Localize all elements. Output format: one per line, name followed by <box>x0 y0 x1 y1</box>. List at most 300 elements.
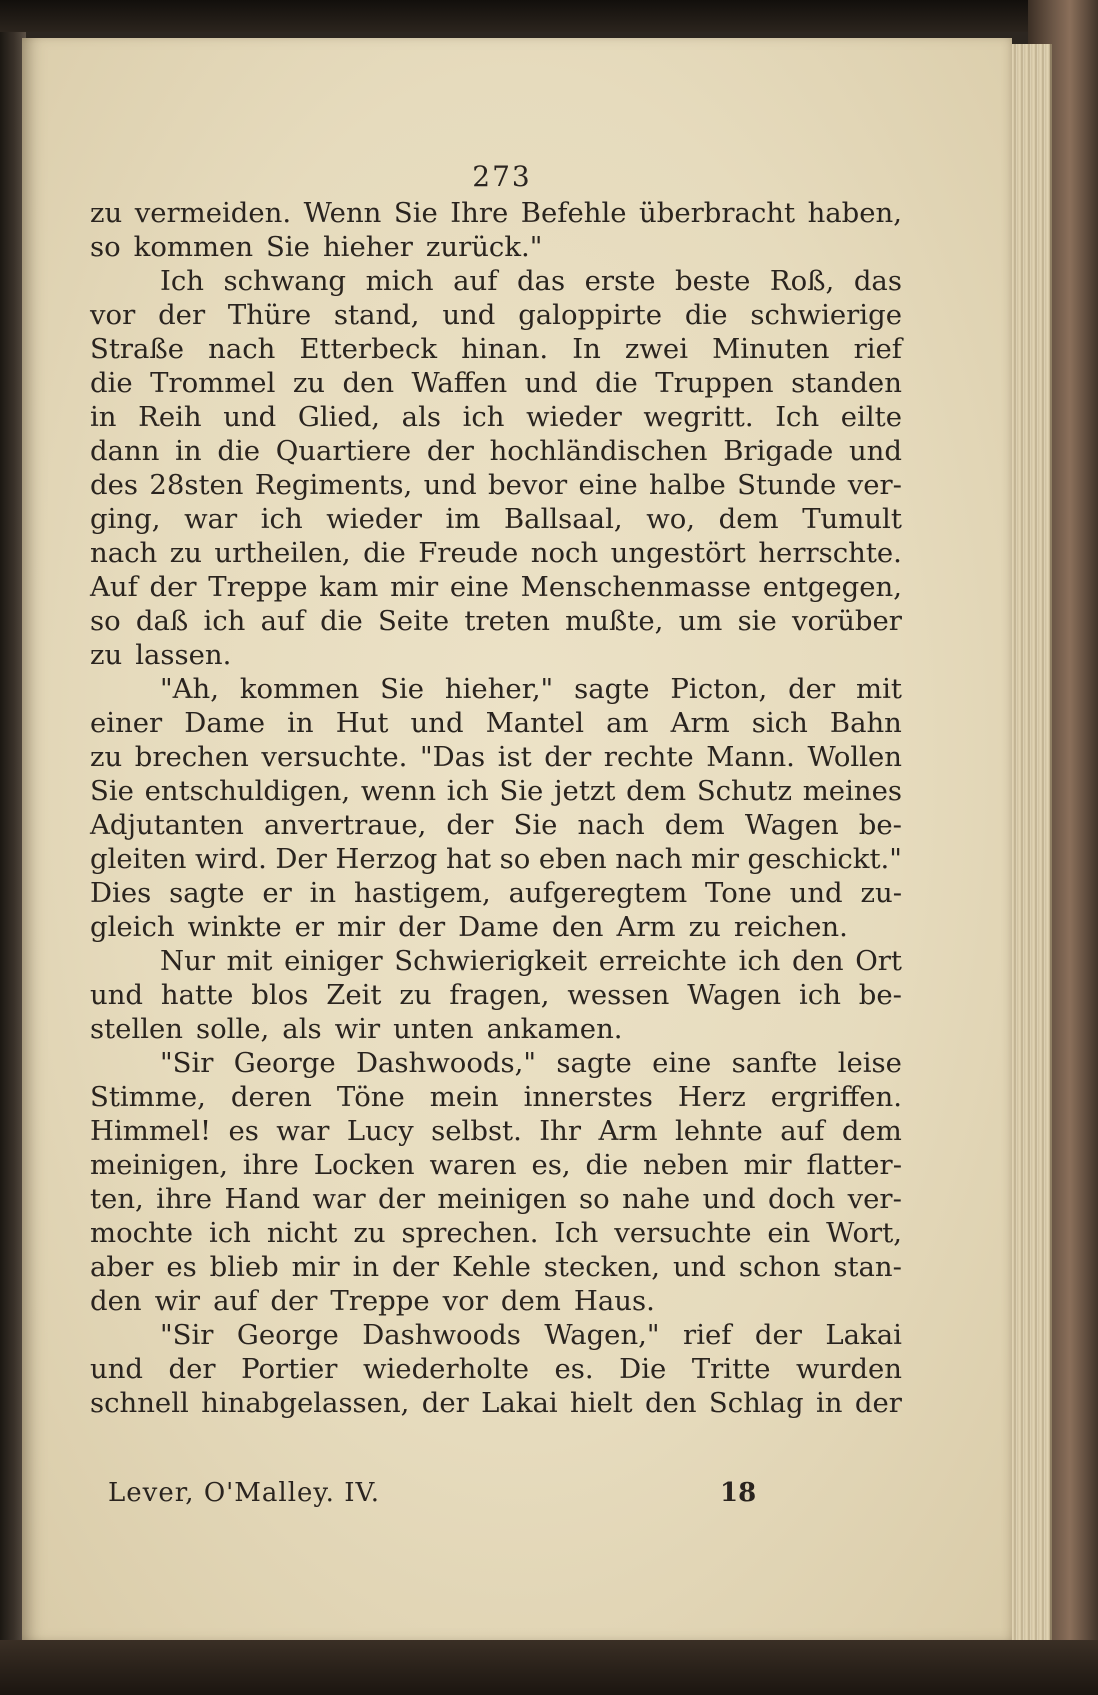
text-word: wir <box>154 1285 201 1317</box>
text-word: meinigen, <box>90 1149 228 1181</box>
text-line <box>90 468 902 502</box>
text-word: vor <box>442 1285 488 1317</box>
footer-sheet-number: 18 <box>720 1478 757 1508</box>
text-word: urtheilen, <box>214 537 351 569</box>
text-word: Truppen <box>655 367 774 399</box>
text-word: sich <box>751 707 808 739</box>
text-word: es <box>166 1251 197 1283</box>
text-word: Schwierigkeit <box>394 945 588 977</box>
text-word: Freude <box>418 537 519 569</box>
text-word: Dame <box>458 911 539 943</box>
text-word: wir <box>334 1013 381 1045</box>
text-word: geschickt." <box>747 843 902 875</box>
text-word: und <box>672 1251 726 1283</box>
text-word: lehnte <box>674 1115 763 1147</box>
text-word: eine <box>449 571 509 603</box>
text-word: dem <box>718 503 779 535</box>
text-word: das <box>853 265 902 297</box>
text-word: Wagen," <box>544 1319 660 1351</box>
text-line <box>90 1114 902 1148</box>
text-word: rief <box>853 333 902 365</box>
text-word: jetzt <box>554 775 616 807</box>
text-word: vermeiden. <box>134 197 292 229</box>
text-word: zu <box>169 537 202 569</box>
text-word: erreichte <box>598 945 727 977</box>
text-word: schwierige <box>750 299 902 331</box>
text-line <box>90 332 902 366</box>
text-word: deren <box>230 1081 312 1113</box>
text-word: er <box>262 877 292 909</box>
text-word: sprechen. <box>401 1217 539 1249</box>
text-word: bevor <box>488 469 568 501</box>
text-word: kam <box>319 571 379 603</box>
text-word: so <box>90 231 121 263</box>
text-word: und <box>423 469 477 501</box>
text-word: Der <box>275 843 327 875</box>
text-word: fragen, <box>449 979 550 1011</box>
text-line <box>90 570 902 604</box>
text-word: dem <box>626 775 687 807</box>
text-line <box>90 1046 902 1080</box>
text-word: Wagen <box>687 979 782 1011</box>
text-word: des <box>90 469 138 501</box>
text-word: Hut <box>335 707 389 739</box>
text-word: nahe <box>622 1183 691 1215</box>
text-word: Minuten <box>712 333 830 365</box>
text-word: Schlag <box>708 1387 804 1419</box>
text-word: versuchte. <box>261 741 408 773</box>
text-word: Herzog <box>335 843 438 875</box>
text-word: aufgeregtem <box>508 877 688 909</box>
text-word: dem <box>841 1115 902 1147</box>
text-line <box>90 536 902 570</box>
text-word: doch <box>767 1183 836 1215</box>
text-line <box>90 1080 902 1114</box>
text-line <box>90 706 902 740</box>
text-word: die <box>217 435 261 467</box>
text-line <box>90 1182 902 1216</box>
text-word: mir <box>390 571 439 603</box>
text-word: auf <box>260 605 305 637</box>
text-word: hieher," <box>444 673 554 705</box>
text-word: wieder <box>526 401 622 433</box>
text-word: stellen <box>90 1013 184 1045</box>
text-word: Herz <box>677 1081 746 1113</box>
text-word: blos <box>251 979 309 1011</box>
text-word: ich <box>208 1217 251 1249</box>
text-word: im <box>445 503 481 535</box>
text-word: zu- <box>860 877 902 909</box>
text-word: meines <box>802 775 902 807</box>
text-word: die <box>363 537 406 569</box>
text-word: überbracht <box>639 197 796 229</box>
text-word: einiger <box>284 945 383 977</box>
text-word: die <box>320 605 363 637</box>
text-word: der <box>168 1353 216 1385</box>
text-word: ein <box>767 1217 811 1249</box>
text-word: und <box>410 707 464 739</box>
text-word: Mann. <box>706 741 795 773</box>
text-word: der <box>426 435 474 467</box>
text-word: in <box>287 707 314 739</box>
text-word: leise <box>837 1047 902 1079</box>
text-word: daß <box>135 605 189 637</box>
text-word: Ich <box>160 265 204 297</box>
text-word: schon <box>738 1251 821 1283</box>
text-word: war <box>184 503 238 535</box>
text-word: zu <box>90 197 123 229</box>
text-line <box>90 264 902 298</box>
text-word: der <box>788 673 836 705</box>
text-word: der <box>854 1387 902 1419</box>
text-word: wiederholte <box>362 1353 529 1385</box>
text-word: stecken, <box>543 1251 661 1283</box>
text-line <box>90 604 902 638</box>
text-word: be- <box>858 809 902 841</box>
page-number: 273 <box>472 160 532 193</box>
text-word: Tumult <box>802 503 902 535</box>
text-word: Wollen <box>807 741 902 773</box>
text-word: in <box>352 1251 380 1283</box>
text-word: Stunde <box>737 469 837 501</box>
text-word: mir <box>291 1251 340 1283</box>
text-word: der <box>544 741 592 773</box>
text-word: Ich <box>554 1217 599 1249</box>
text-word: ich <box>260 503 303 535</box>
text-word: eine <box>578 469 638 501</box>
text-word: zu <box>90 741 123 773</box>
text-word: Dashwoods," <box>355 1047 537 1079</box>
text-word: in <box>90 401 117 433</box>
text-word: das <box>516 265 566 297</box>
text-word: Etterbeck <box>299 333 438 365</box>
text-word: Nur <box>160 945 215 977</box>
text-word: Ballsaal, <box>503 503 623 535</box>
text-word: den <box>551 911 604 943</box>
text-word: Lucy <box>346 1115 414 1147</box>
text-word: Wort, <box>826 1217 902 1249</box>
text-word: der <box>158 299 206 331</box>
text-word: sanfte <box>731 1047 818 1079</box>
text-word: Tritte <box>691 1353 771 1385</box>
text-word: Adjutanten <box>90 809 244 841</box>
text-word: gleiten <box>90 843 187 875</box>
text-word: ist <box>497 741 532 773</box>
text-word: und <box>90 979 144 1011</box>
text-word: nicht <box>266 1217 338 1249</box>
text-line <box>90 298 902 332</box>
text-word: Reih <box>138 401 202 433</box>
text-word: es, <box>531 1149 571 1181</box>
text-word: der <box>392 1251 440 1283</box>
text-line <box>90 434 902 468</box>
text-word: den <box>90 1285 142 1317</box>
text-word: nach <box>90 537 158 569</box>
text-word: die <box>90 367 133 399</box>
text-word: und <box>90 1353 144 1385</box>
text-line <box>90 230 902 264</box>
text-word: hinan. <box>461 333 549 365</box>
text-word: Sie <box>499 775 544 807</box>
text-word: auf <box>780 1115 825 1147</box>
text-word: Portier <box>241 1353 338 1385</box>
text-word: George <box>233 1047 336 1079</box>
text-word: hochländischen <box>489 435 708 467</box>
text-word: Dies <box>90 877 152 909</box>
text-word: Sie <box>266 231 310 263</box>
text-word: wenn <box>360 775 437 807</box>
text-word: haben, <box>807 197 902 229</box>
text-line <box>90 366 902 400</box>
text-word: einer <box>90 707 163 739</box>
text-word: Tone <box>705 877 772 909</box>
text-word: ich <box>738 945 781 977</box>
text-word: wird. <box>195 843 267 875</box>
text-word: die <box>595 367 638 399</box>
page-edges <box>1010 44 1052 1644</box>
text-word: dann <box>90 435 160 467</box>
text-word: zwei <box>624 333 689 365</box>
text-word: der <box>149 571 197 603</box>
text-word: den <box>644 1387 697 1419</box>
text-word: zu <box>688 911 721 943</box>
text-word: Schutz <box>696 775 793 807</box>
text-word: versuchte <box>614 1217 752 1249</box>
text-word: Menschenmasse <box>520 571 751 603</box>
text-word: mir <box>743 1149 792 1181</box>
text-word: Hand <box>224 1183 301 1215</box>
text-word: In <box>572 333 601 365</box>
text-word: halbe <box>648 469 726 501</box>
text-word: Sie <box>90 775 134 807</box>
text-word: eilte <box>840 401 902 433</box>
text-word: ten, <box>90 1183 144 1215</box>
text-word: nach <box>615 843 683 875</box>
text-word: Brigade <box>723 435 834 467</box>
text-word: "Ah, <box>160 673 219 705</box>
text-word: zurück." <box>425 231 543 263</box>
book-cover-bottom <box>0 1640 1098 1695</box>
text-word: be- <box>858 979 902 1011</box>
text-word: Die <box>619 1353 667 1385</box>
text-word: Dame <box>184 707 266 739</box>
text-word: lassen. <box>135 639 232 671</box>
text-word: als <box>401 401 441 433</box>
text-word: dem <box>664 809 725 841</box>
text-word: eben <box>538 843 607 875</box>
text-word: so <box>499 843 531 875</box>
text-word: in <box>816 1387 843 1419</box>
text-word: treten <box>464 605 550 637</box>
text-word: nach <box>577 809 645 841</box>
text-word: 28sten <box>149 469 244 501</box>
text-word: der <box>446 809 494 841</box>
text-word: Lakai <box>481 1387 558 1419</box>
text-word: den <box>792 945 844 977</box>
text-line <box>90 876 902 910</box>
text-word: war <box>312 1183 366 1215</box>
text-line <box>90 978 902 1012</box>
text-word: noch <box>530 537 599 569</box>
text-word: Bahn <box>829 707 902 739</box>
text-word: blieb <box>209 1251 279 1283</box>
text-word: Regiments, <box>254 469 413 501</box>
text-word: ankamen. <box>486 1013 623 1045</box>
text-word: rief <box>683 1319 732 1351</box>
text-word: zu <box>353 1217 386 1249</box>
text-word: Locken <box>313 1149 415 1181</box>
text-word: sagte <box>169 877 245 909</box>
text-word: mit <box>856 673 902 705</box>
text-word: stand, <box>333 299 420 331</box>
text-word: der <box>378 1183 426 1215</box>
text-line <box>90 808 902 842</box>
text-word: Ich <box>775 401 820 433</box>
text-word: eine <box>652 1047 712 1079</box>
text-word: den <box>342 367 395 399</box>
text-word: sagte <box>574 673 650 705</box>
text-word: Himmel! <box>90 1115 212 1147</box>
text-word: wessen <box>567 979 670 1011</box>
text-word: vorüber <box>791 605 902 637</box>
text-word: sie <box>737 605 777 637</box>
text-word: zu <box>90 639 123 671</box>
text-line <box>90 842 902 876</box>
text-word: und <box>789 877 843 909</box>
text-word: dem <box>500 1285 561 1317</box>
text-word: ich <box>203 605 246 637</box>
text-line <box>90 502 902 536</box>
text-word: hielt <box>569 1387 633 1419</box>
text-word: die <box>684 299 728 331</box>
text-line <box>90 1352 902 1386</box>
text-word: mir <box>690 843 739 875</box>
text-word: Roß, <box>769 265 835 297</box>
text-word: der <box>421 1387 469 1419</box>
text-word: Töne <box>336 1081 405 1113</box>
text-word: Wenn <box>303 197 382 229</box>
text-word: ich <box>799 979 841 1011</box>
text-word: selbst. <box>431 1115 522 1147</box>
text-word: Ihre <box>450 197 509 229</box>
page-body-text <box>90 196 902 1420</box>
text-word: auf <box>453 265 498 297</box>
text-word: sagte <box>556 1047 632 1079</box>
text-word: ver- <box>847 469 902 501</box>
text-word: rechte <box>603 741 694 773</box>
text-word: solle, <box>196 1013 270 1045</box>
text-word: so <box>90 605 121 637</box>
text-word: hatte <box>160 979 234 1011</box>
text-word: ergriffen. <box>770 1081 902 1113</box>
text-word: hieher <box>322 231 413 263</box>
text-line <box>90 672 902 706</box>
text-word: die <box>585 1149 629 1181</box>
text-word: der <box>754 1319 802 1351</box>
text-line <box>90 1216 902 1250</box>
text-word: "Sir <box>160 1047 214 1079</box>
text-word: winkte <box>187 911 282 943</box>
text-word: Auf <box>90 571 138 603</box>
text-word: als <box>282 1013 322 1045</box>
text-line <box>90 944 902 978</box>
text-word: es. <box>554 1353 594 1385</box>
text-line <box>90 400 902 434</box>
text-word: in <box>175 435 202 467</box>
text-line <box>90 1386 902 1420</box>
text-word: in <box>309 877 337 909</box>
text-word: und <box>442 299 496 331</box>
text-line <box>90 774 902 808</box>
text-word: unten <box>393 1013 474 1045</box>
text-word: ver- <box>847 1183 902 1215</box>
text-word: Seite <box>377 605 450 637</box>
text-word: Lakai <box>825 1319 902 1351</box>
text-word: Sie <box>393 197 438 229</box>
text-line <box>90 1318 902 1352</box>
text-line <box>90 1012 902 1046</box>
text-word: mir <box>337 911 386 943</box>
text-word: brechen <box>134 741 249 773</box>
text-word: Treppe <box>330 1285 430 1317</box>
text-word: hastigem, <box>353 877 491 909</box>
text-word: kommen <box>239 673 360 705</box>
text-word: Wagen <box>744 809 839 841</box>
text-word: George <box>236 1319 339 1351</box>
text-word: wo, <box>646 503 696 535</box>
text-word: der <box>398 911 446 943</box>
text-word: mit <box>226 945 273 977</box>
text-word: ich <box>446 775 489 807</box>
text-word: Mantel <box>485 707 584 739</box>
text-word: reichen. <box>733 911 848 943</box>
text-word: mußte, <box>565 605 664 637</box>
text-word: mein <box>429 1081 499 1113</box>
text-word: ging, <box>90 503 161 535</box>
text-word: und <box>524 367 578 399</box>
text-word: innerstes <box>523 1081 653 1113</box>
text-word: Arm <box>670 707 730 739</box>
text-word: Glied, <box>297 401 381 433</box>
text-word: wegritt. <box>643 401 754 433</box>
text-word: Arm <box>598 1115 658 1147</box>
text-word: mich <box>365 265 434 297</box>
text-word: gleich <box>90 911 175 943</box>
text-line <box>90 1284 902 1318</box>
text-word: meinigen <box>437 1183 567 1215</box>
text-word: herrschte. <box>758 537 902 569</box>
text-word: schwang <box>223 265 347 297</box>
text-word: Arm <box>616 911 676 943</box>
text-word: Thüre <box>227 299 312 331</box>
text-word: Sie <box>380 673 425 705</box>
text-word: der <box>270 1285 318 1317</box>
text-word: flatter- <box>806 1149 902 1181</box>
text-word: wieder <box>326 503 422 535</box>
text-word: und <box>848 435 902 467</box>
text-word: auf <box>213 1285 258 1317</box>
book-cover-top <box>0 0 1098 32</box>
text-word: ich <box>462 401 505 433</box>
text-word: Kehle <box>452 1251 531 1283</box>
text-word: Dashwoods <box>362 1319 521 1351</box>
text-word: Straße <box>90 333 185 365</box>
footer-signature: Lever, O'Malley. IV. <box>108 1478 380 1508</box>
text-line <box>90 1148 902 1182</box>
text-word: Waffen <box>411 367 508 399</box>
text-word: zu <box>399 979 432 1011</box>
text-word: es <box>228 1115 259 1147</box>
